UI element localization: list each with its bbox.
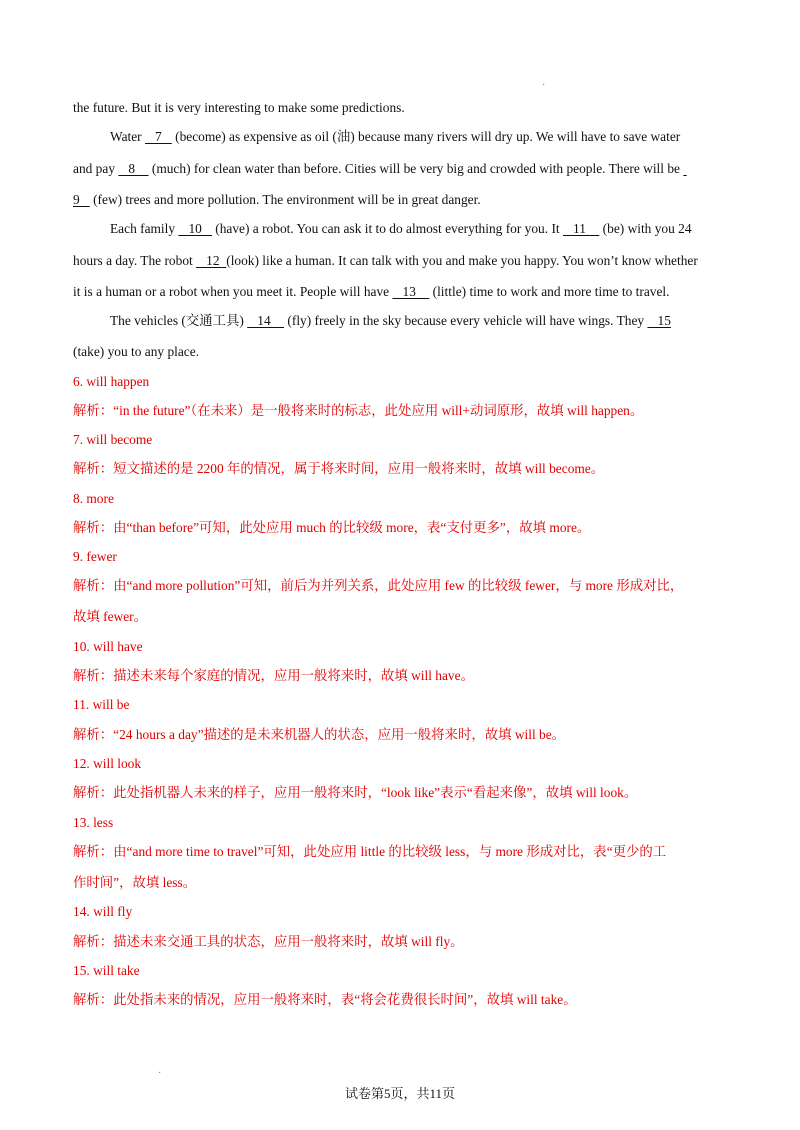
passage-line: [73, 100, 733, 116]
explanation-line: 解析：由“than before”可知，此处应用 much 的比较级 more，表“支付更多”，故填 more。: [73, 520, 591, 535]
blank-14[interactable]: 14: [247, 313, 285, 328]
explanation-line: 解析：“24 hours a day”描述的是未来机器人的状态，应用一般将来时，故填 will be。: [73, 727, 566, 742]
explanation-line: 解析：此处指机器人未来的样子，应用一般将来时，“look like”表示“看起来像”，故填 will look。: [73, 785, 638, 800]
blank-8[interactable]: 8: [118, 161, 149, 176]
answer-line: 15. will take: [73, 963, 140, 978]
answer-line: 14. will fly: [73, 904, 133, 919]
blank-11[interactable]: 11: [562, 221, 600, 236]
answer-line: 12. will look: [73, 756, 142, 771]
answer-line: 10. will have: [73, 639, 143, 654]
blank-12[interactable]: 12: [196, 253, 227, 268]
passage-text: (much) for clean water than before. Cities will be very big and crowded with people. There will be: [148, 161, 684, 176]
explanation-line: 解析：描述未来交通工具的状态，应用一般将来时，故填 will fly。: [73, 934, 464, 949]
answer-line: 8. more: [73, 491, 114, 506]
explanation-line: 解析：由“and more time to travel”可知，此处应用 little 的比较级 less，与 more 形成对比，表“更少的工: [73, 844, 667, 859]
blank-9-start[interactable]: [683, 161, 686, 176]
explanation-line: 解析：由“and more pollution”可知，前后为并列关系，此处应用 few 的比较级 fewer，与 more 形成对比，: [73, 578, 684, 593]
passage-line: [73, 284, 733, 300]
explanation-line: 作时间”，故填 less。: [73, 875, 197, 890]
answer-line: 13. less: [73, 815, 114, 830]
passage-text: and pay: [73, 161, 119, 176]
explanation-line: 解析：短文描述的是 2200 年的情况，属于将来时间，应用一般将来时，故填 will become。: [73, 461, 605, 476]
scan-dot: ·: [158, 1068, 162, 1079]
answer-line: 7. will become: [73, 432, 153, 447]
page-footer: 试卷第5页，共11页: [344, 1086, 456, 1101]
passage-text: (take) you to any place.: [73, 344, 200, 359]
blank-15[interactable]: 15: [647, 313, 671, 328]
passage-line: [73, 344, 733, 360]
blank-9[interactable]: 9: [73, 192, 90, 207]
explanation-line: 故填 fewer。: [73, 609, 147, 624]
blank-7[interactable]: 7: [144, 129, 172, 144]
passage-text: (fly) freely in the sky because every vehicle will have wings. They: [284, 313, 648, 328]
answer-line: 9. fewer: [73, 549, 117, 564]
scan-dot: ·: [542, 80, 546, 91]
explanation-line: 解析：描述未来每个家庭的情况，应用一般将来时，故填 will have。: [73, 668, 474, 683]
passage-text: (few) trees and more pollution. The environment will be in great danger.: [89, 192, 481, 207]
passage-line: [73, 192, 733, 208]
passage-line: [110, 129, 733, 145]
passage-line: [110, 221, 733, 237]
blank-13[interactable]: 13: [392, 284, 430, 299]
passage-text: it is a human or a robot when you meet it. People will have: [73, 284, 393, 299]
passage-line: [73, 253, 733, 269]
answer-line: 11. will be: [73, 697, 130, 712]
explanation-line: 解析：此处指未来的情况，应用一般将来时，表“将会花费很长时间”，故填 will take。: [73, 992, 577, 1007]
passage-text: (look) like a human. It can talk with you and make you happy. You won’t know whether: [226, 253, 698, 268]
passage-text: (little) time to work and more time to travel.: [429, 284, 670, 299]
passage-text: hours a day. The robot: [73, 253, 197, 268]
explanation-line: 解析：“in the future”（在未来）是一般将来时的标志，此处应用 will+动词原形，故填 will happen。: [73, 403, 644, 418]
answer-line: 6. will happen: [73, 374, 150, 389]
passage-text: Each family: [110, 221, 179, 236]
passage-text: the future. But it is very interesting to make some predictions.: [73, 100, 405, 115]
passage-text: (become) as expensive as oil (油) because many rivers will dry up. We will have to save water: [171, 129, 681, 144]
passage-text: Water: [110, 129, 145, 144]
passage-text: (be) with you 24: [599, 221, 692, 236]
blank-10[interactable]: 10: [178, 221, 212, 236]
passage-text: The vehicles (交通工具): [110, 313, 248, 328]
passage-line: [110, 313, 733, 329]
passage-text: (have) a robot. You can ask it to do almost everything for you. It: [211, 221, 563, 236]
passage-line: [73, 161, 733, 177]
